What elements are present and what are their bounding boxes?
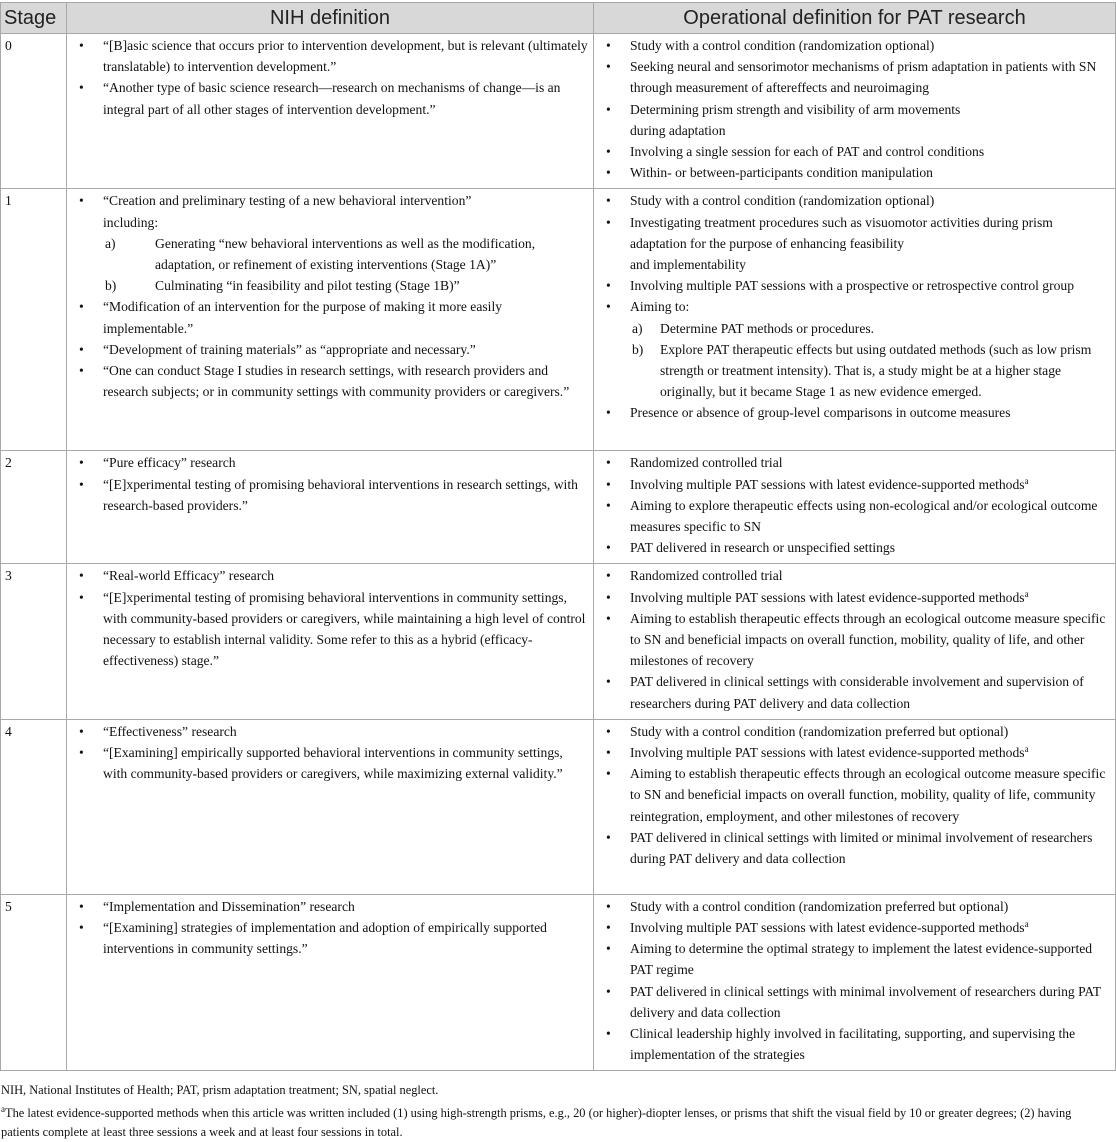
nih-cell — [67, 451, 594, 564]
sub-list-marker: b) — [632, 341, 644, 357]
table-row — [1, 189, 1116, 451]
footnote-marker: a — [1024, 475, 1029, 486]
text-line: Investigating treatment procedures such as visuomotor activities during prism adaptation for the purpose of enhancing feasibility — [630, 214, 1053, 251]
sub-list-item — [630, 339, 1112, 403]
text-line: Determining prism strength and visibility of arm movements — [630, 101, 961, 117]
footnote-marker: a — [1024, 919, 1029, 930]
list-item — [73, 190, 590, 296]
list-item — [600, 587, 1112, 608]
text-line: and implementability — [630, 257, 746, 273]
list-item: • Randomized controlled trial — [600, 565, 1112, 586]
sub-list-item — [103, 233, 590, 275]
sub-list-marker: a) — [632, 320, 643, 336]
list-item: • Involving a single session for each of PAT and control conditions — [600, 141, 1112, 162]
list-item — [600, 474, 1112, 495]
sub-list-item — [103, 275, 590, 296]
list-item: • “One can conduct Stage I studies in research settings, with research providers and research subjects; or in community settings with community providers or caregivers.” — [73, 360, 590, 402]
list-item: • “[Examining] strategies of implementation and adoption of empirically supported interventions in community settings.” — [73, 917, 590, 959]
list-item: • Seeking neural and sensorimotor mechanisms of prism adaptation in patients with SN through measurement of aftereffects and neuroimaging — [600, 56, 1112, 98]
operational-cell — [594, 894, 1116, 1071]
list-item: • Within- or between-participants condition manipulation — [600, 162, 1112, 183]
header-stage: Stage — [1, 3, 67, 34]
text-line: Involving multiple PAT sessions with latest evidence-supported methods — [630, 589, 1025, 605]
list-item: • PAT delivered in clinical settings with limited or minimal involvement of researchers during PAT delivery and data collection — [600, 827, 1112, 869]
list-item: • Aiming to establish therapeutic effects through an ecological outcome measure specific to SN and beneficial impacts on overall function, mobility, quality of life, and other milestones of recovery — [600, 608, 1112, 672]
footnote-marker: a — [1024, 588, 1029, 599]
text-line: Determine PAT methods or procedures. — [660, 320, 875, 336]
nih-cell — [67, 894, 594, 1071]
list-item: • “Development of training materials” as “appropriate and necessary.” — [73, 339, 590, 360]
text-line: Aiming to: — [630, 299, 690, 315]
list-item: • Involving multiple PAT sessions with a prospective or retrospective control group — [600, 275, 1112, 296]
sub-list-marker: a) — [105, 235, 116, 251]
header-row — [1, 3, 1116, 34]
list-item: • PAT delivered in research or unspecified settings — [600, 537, 1112, 558]
footnote-marker: a — [1, 1104, 5, 1115]
list-item: • “[E]xperimental testing of promising behavioral interventions in community settings, with community-based providers or caregivers, while maintaining a high level of control necessary to establish internal validity. Some refer to this as a hybrid (efficacy-effectiveness) stage.” — [73, 587, 590, 672]
list-item: • “[E]xperimental testing of promising behavioral interventions in research settings, with research-based providers.” — [73, 474, 590, 516]
footnote-a — [1, 1104, 1111, 1142]
stage-cell: 2 — [1, 451, 67, 564]
list-item: • “Pure efficacy” research — [73, 452, 590, 473]
text-line: Involving multiple PAT sessions with latest evidence-supported methods — [630, 745, 1025, 761]
operational-cell — [594, 189, 1116, 451]
nih-cell — [67, 564, 594, 719]
stage-cell: 1 — [1, 189, 67, 451]
text-line: during adaptation — [630, 122, 726, 138]
table-notes — [0, 1071, 1111, 1142]
text-line: “Creation and preliminary testing of a new behavioral intervention” — [103, 193, 472, 209]
list-item: • “Modification of an intervention for the purpose of making it more easily implementable.” — [73, 296, 590, 338]
text-line: Involving multiple PAT sessions with latest evidence-supported methods — [630, 476, 1025, 492]
list-item: • Randomized controlled trial — [600, 452, 1112, 473]
list-item — [600, 212, 1112, 276]
sub-list-marker: b) — [105, 278, 117, 294]
operational-cell — [594, 34, 1116, 189]
operational-cell — [594, 719, 1116, 894]
footnote-text: The latest evidence-supported methods when this article was written included (1) using high-strength prisms, e.g., 20 (or higher)-diopter lenses, or prisms that shift the visual field by 10 or greater degrees; (2) having patients complete at least three sessions a week and at least four sessions in total. — [1, 1106, 1072, 1140]
list-item: • Study with a control condition (randomization preferred but optional) — [600, 721, 1112, 742]
list-item: • Study with a control condition (randomization optional) — [600, 35, 1112, 56]
nih-cell — [67, 719, 594, 894]
stage-cell: 5 — [1, 894, 67, 1071]
header-nih-definition: NIH definition — [67, 3, 594, 34]
table-row — [1, 564, 1116, 719]
list-item: • “[Examining] empirically supported behavioral interventions in community settings, with community-based providers or caregivers, while maximizing external validity.” — [73, 742, 590, 784]
text-line: Explore PAT therapeutic effects but using outdated methods (such as low prism strength or treatment intensity). That is, a study might be at a higher stage originally, but it became Stage 1 as new evidence emerged. — [660, 341, 1092, 400]
list-item — [600, 296, 1112, 402]
list-item: • Presence or absence of group-level comparisons in outcome measures — [600, 402, 1112, 423]
nih-cell — [67, 189, 594, 451]
list-item: • Aiming to establish therapeutic effects through an ecological outcome measure specific to SN and beneficial impacts on overall function, mobility, quality of life, community reintegration, employment, and other milestones of recovery — [600, 763, 1112, 827]
abbreviations-note: NIH, National Institutes of Health; PAT, prism adaptation treatment; SN, spatial neglect. — [1, 1083, 439, 1098]
list-item — [600, 917, 1112, 938]
table-row — [1, 451, 1116, 564]
text-line: including: — [103, 214, 159, 230]
footnote-marker: a — [1024, 744, 1029, 755]
stages-table — [0, 2, 1116, 1071]
text-line: Involving multiple PAT sessions with latest evidence-supported methods — [630, 920, 1025, 936]
list-item — [600, 742, 1112, 763]
sub-list-item — [630, 318, 1112, 339]
list-item: • PAT delivered in clinical settings with minimal involvement of researchers during PAT delivery and data collection — [600, 981, 1112, 1023]
table-row — [1, 719, 1116, 894]
list-item: • Study with a control condition (randomization preferred but optional) — [600, 896, 1112, 917]
list-item: • “Real-world Efficacy” research — [73, 565, 590, 586]
list-item: • “Implementation and Dissemination” research — [73, 896, 590, 917]
stage-cell: 4 — [1, 719, 67, 894]
list-item: • “Another type of basic science research—research on mechanisms of change—is an integral part of all other stages of intervention development.” — [73, 77, 590, 119]
table-row — [1, 34, 1116, 189]
list-item: • Aiming to determine the optimal strategy to implement the latest evidence-supported PAT regime — [600, 938, 1112, 980]
list-item: • Clinical leadership highly involved in facilitating, supporting, and supervising the implementation of the strategies — [600, 1023, 1112, 1065]
text-line: Culminating “in feasibility and pilot testing (Stage 1B)” — [155, 278, 460, 294]
list-item: • PAT delivered in clinical settings with considerable involvement and supervision of researchers during PAT delivery and data collection — [600, 671, 1112, 713]
text-line: Generating “new behavioral interventions as well as the modification, adaptation, or refinement of existing interventions (Stage 1A)” — [155, 235, 536, 273]
list-item — [600, 99, 1112, 141]
header-operational-definition: Operational definition for PAT research — [594, 3, 1116, 34]
operational-cell — [594, 564, 1116, 719]
list-item: • Study with a control condition (randomization optional) — [600, 190, 1112, 211]
stage-cell: 3 — [1, 564, 67, 719]
nih-cell — [67, 34, 594, 189]
list-item: • “Effectiveness” research — [73, 721, 590, 742]
operational-cell — [594, 451, 1116, 564]
stage-cell: 0 — [1, 34, 67, 189]
list-item: • Aiming to explore therapeutic effects using non-ecological and/or ecological outcome measures specific to SN — [600, 495, 1112, 537]
list-item: • “[B]asic science that occurs prior to intervention development, but is relevant (ultimately translatable) to intervention development.” — [73, 35, 590, 77]
table-row — [1, 894, 1116, 1071]
